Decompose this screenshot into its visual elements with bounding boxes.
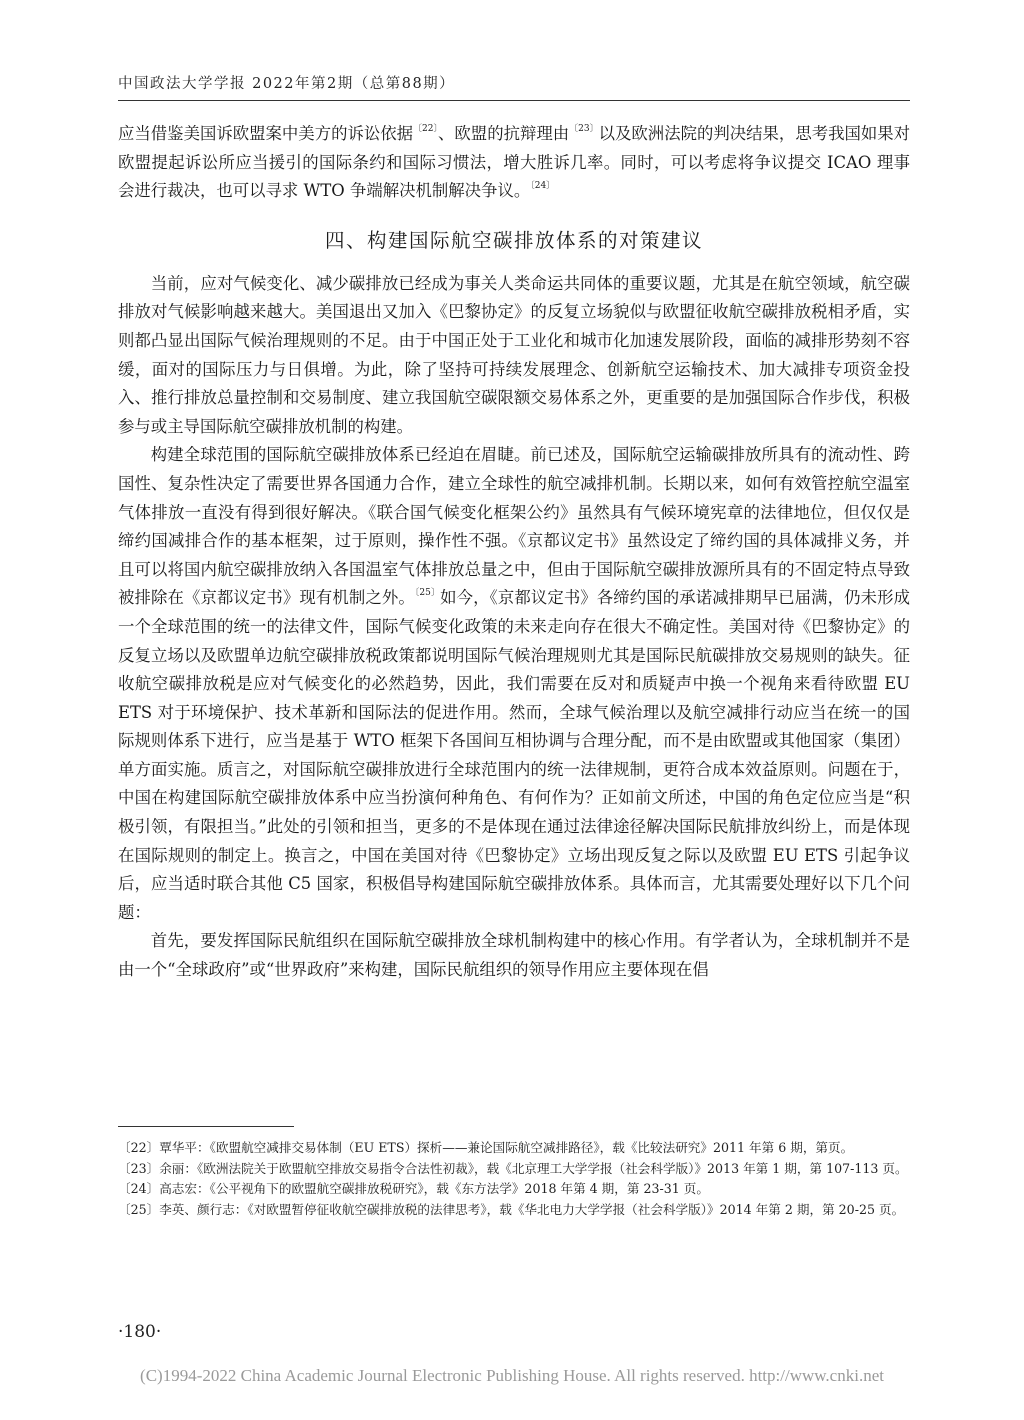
footnote-ref-23[interactable]: 〔23〕 [569, 124, 599, 134]
footnote-ref-22[interactable]: 〔22〕 [413, 124, 439, 134]
footnote-24: 〔24〕高志宏：《公平视角下的欧盟航空碳排放税研究》，载《东方法学》2018 年第 4 期，第 23-31 页。 [118, 1181, 709, 1196]
footnote-ref-25[interactable]: 〔25〕 [414, 588, 441, 599]
footnote-25: 〔25〕李英、颜行志：《对欧盟暂停征收航空碳排放税的法律思考》，载《华北电力大学学报（社会科学版）》2014 年第 2 期，第 20-25 页。 [118, 1201, 905, 1217]
article-body [118, 120, 910, 985]
footnote-22: 〔22〕覃华平：《欧盟航空减排交易体制（EU ETS）探析——兼论国际航空减排路径》，载《比较法研究》2011 年第 6 期，第页。 [118, 1140, 854, 1155]
running-header: 中国政法大学学报 2022年第2期（总第88期） [118, 76, 456, 92]
paragraph-2: 当前，应对气候变化、减少碳排放已经成为事关人类命运共同体的重要议题，尤其是在航空领域，航空碳排放对气候影响越来越大。美国退出又加入《巴黎协定》的反复立场貌似与欧盟征收航空碳排放税相矛盾，实则都凸显出国际气候治理规则的不足。由于中国正处于工业化和城市化加速发展阶段，面临的减排形势刻不容缓，面对的国际压力与日俱增。为此，除了坚持可持续发展理念、创新航空运输技术、加大减排专项资金投入、推行排放总量控制和交易制度、建立我国航空碳限额交易体系之外，更重要的是加强国际合作步伐，积极参与或主导国际航空碳排放机制的构建。 [118, 273, 910, 436]
paragraph-1-text-b: 、欧盟的抗辩理由 [438, 124, 570, 143]
header-divider [118, 100, 910, 101]
paragraph-3-text-a: 构建全球范围的国际航空碳排放体系已经迫在眉睫。前已述及，国际航空运输碳排放所具有的流动性、跨国性、复杂性决定了需要世界各国通力合作，建立全球性的航空减排机制。长期以来，如何有效管控航空温室气体排放一直没有得到很好解决。《联合国气候变化框架公约》虽然具有气候环境宪章的法律地位，但仅仅是缔约国减排合作的基本框架，过于原则，操作性不强。《京都议定书》虽然设定了缔约国的具体减排义务，并且可以将国内航空碳排放纳入各国温室气体排放总量之中，但由于国际航空碳排放源所具有的不固定特点导致被排除在《京都议定书》现有机制之外。 [118, 445, 910, 608]
paragraph-1-text-c: 以及欧洲法院的判决结果，思考我国如果对欧盟提起诉讼所应当援引的国际条约和国际习惯法，增大胜诉几率。同时，可以考虑将争议提交 ICAO 理事会进行裁决，也可以寻求 WTO 争端解决机制解决争议。 [118, 124, 911, 201]
paragraph-1 [118, 120, 910, 206]
paragraph-1-text-a: 应当借鉴美国诉欧盟案中美方的诉讼依据 [118, 124, 414, 143]
paragraph-4: 首先，要发挥国际民航组织在国际航空碳排放全球机制构建中的核心作用。有学者认为，全球机制并不是由一个“全球政府”或“世界政府”来构建，国际民航组织的领导作用应主要体现在倡 [118, 931, 910, 980]
footnote-divider [118, 1126, 294, 1127]
copyright-watermark: (C)1994-2022 China Academic Journal Electronic Publishing House. All rights reserved. http://www.cnki.net [140, 1366, 884, 1385]
paragraph-3-text-b: 如今，《京都议定书》各缔约国的承诺减排期早已届满，仍未形成一个全球范围的统一的法律文件，国际气候变化政策的未来走向存在很大不确定性。美国对待《巴黎协定》的反复立场以及欧盟单边航空碳排放税政策都说明国际气候治理规则尤其是国际民航碳排放交易规则的缺失。征收航空碳排放税是应对气候变化的必然趋势，因此，我们需要在反对和质疑声中换一个视角来看待欧盟 EU ETS 对于环境保护、技术革新和国际法的促进作用。然而，全球气候治理以及航空减排行动应当在统一的国际规则体系下进行，应当是基于 WTO 框架下各国间互相协调与合理分配，而不是由欧盟或其他国家（集团）单方面实施。质言之，对国际航空碳排放进行全球范围内的统一法律规制，更符合成本效益原则。问题在于，中国在构建国际航空碳排放体系中应当扮演何种角色、有何作为？正如前文所述，中国的角色定位应当是“积极引领，有限担当。”此处的引领和担当，更多的不是体现在通过法律途径解决国际民航排放纠纷上，而是体现在国际规则的制定上。换言之，中国在美国对待《巴黎协定》立场出现反复之际以及欧盟 EU ETS 引起争议后，应当适时联合其他 C5 国家，积极倡导构建国际航空碳排放体系。具体而言，尤其需要处理好以下几个问题： [118, 588, 911, 922]
section-heading: 四、构建国际航空碳排放体系的对策建议 [324, 228, 703, 252]
page-number: ·180· [118, 1322, 162, 1342]
footnotes [118, 1138, 910, 1220]
footnote-ref-24[interactable]: 〔24〕 [530, 181, 556, 192]
paragraph-3 [118, 441, 910, 927]
footnote-23: 〔23〕余丽：《欧洲法院关于欧盟航空排放交易指令合法性初裁》，载《北京理工大学学报（社会科学版）》2013 年第 1 期，第 107-113 页。 [118, 1160, 908, 1176]
